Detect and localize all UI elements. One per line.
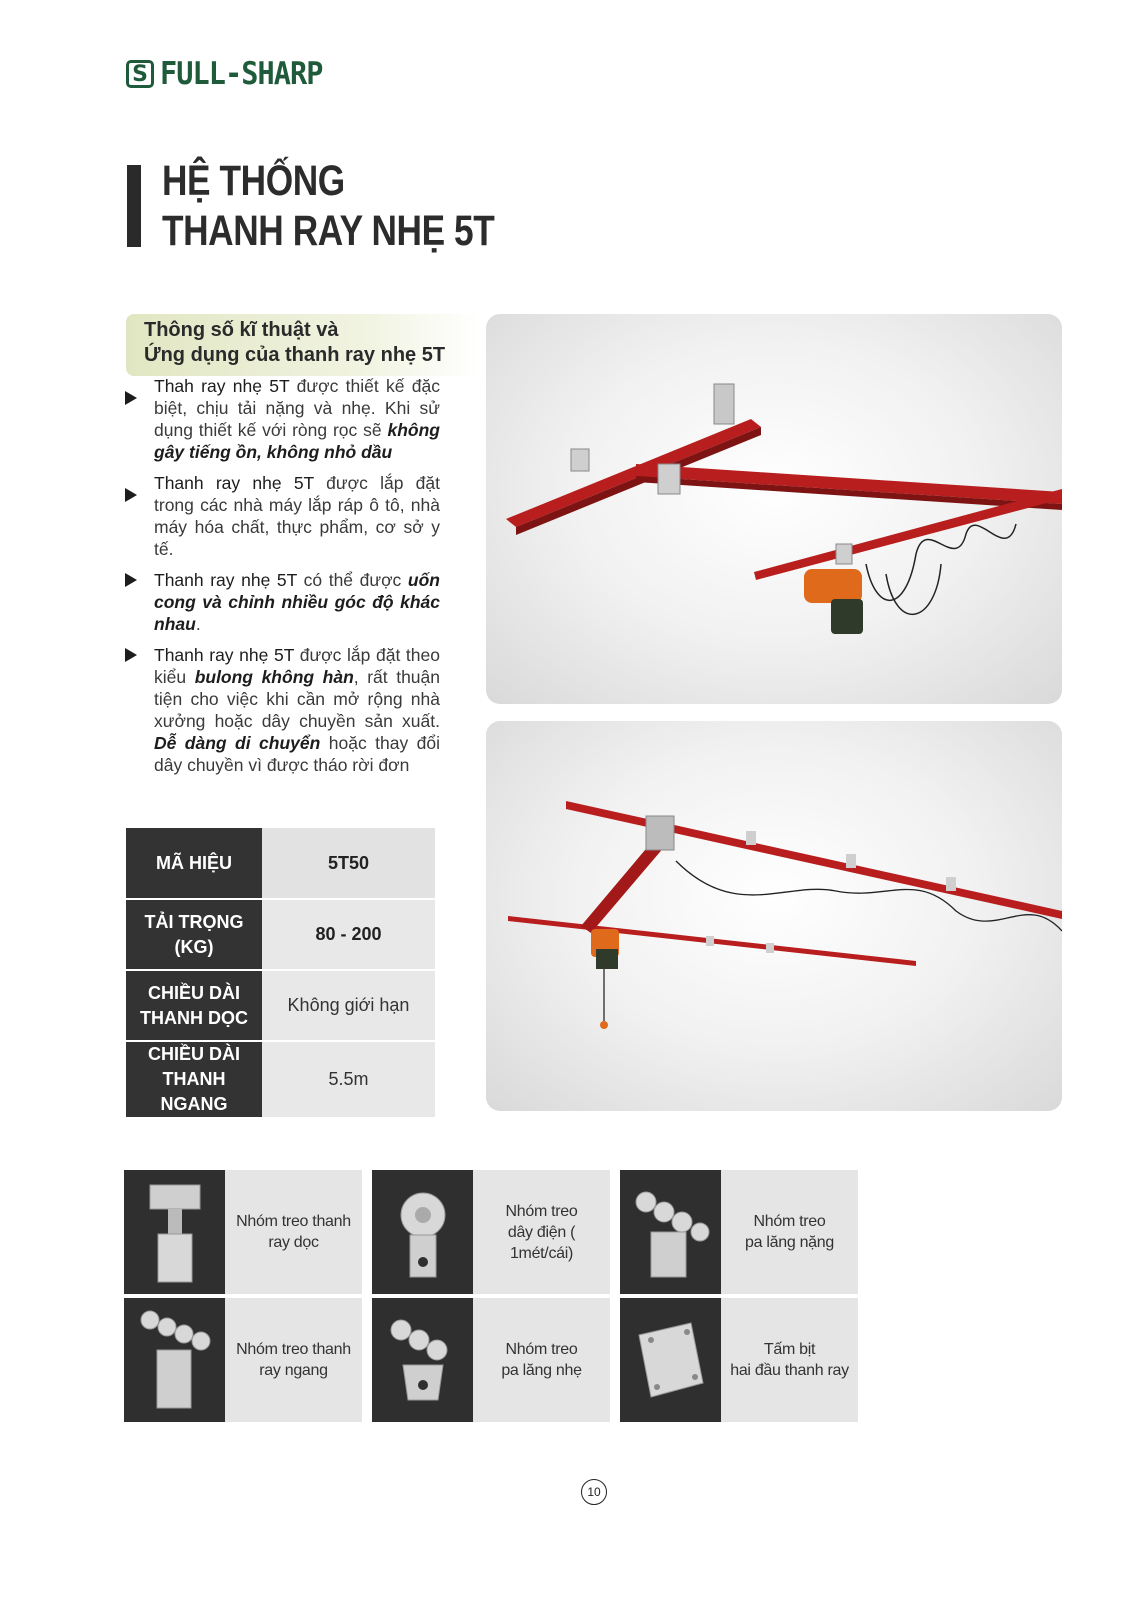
heavy-hoist-trolley-icon xyxy=(620,1170,721,1294)
spec-value: 5T50 xyxy=(262,828,435,899)
bullet-tail: . xyxy=(195,614,201,634)
title-line-1: HỆ THỐNG xyxy=(162,157,345,205)
part-label-line: ray ngang xyxy=(259,1362,328,1379)
part-label-line: pa lăng nặng xyxy=(745,1234,834,1251)
cable-trolley-icon xyxy=(372,1170,473,1294)
part-label xyxy=(721,1170,858,1294)
bullet-emphasis: không gây tiếng ồn, không nhỏ dầu xyxy=(154,420,440,462)
bullet-lead: Thah ray nhẹ 5T xyxy=(154,376,290,396)
rail-system-illustration xyxy=(486,314,1062,704)
brand-logo xyxy=(126,57,337,91)
subheading-line-1: Thông số kĩ thuật và xyxy=(144,319,339,341)
bullet-arrow-icon xyxy=(125,573,137,587)
bullet-tail-2: hoặc thay đổi dây chuyền vì được tháo rời đơn xyxy=(154,733,440,775)
part-card xyxy=(372,1298,610,1422)
subheading-line-2: Ứng dụng của thanh ray nhẹ 5T xyxy=(144,344,446,366)
part-card xyxy=(372,1170,610,1294)
page-number: 10 xyxy=(581,1479,607,1505)
spec-table xyxy=(126,828,435,1119)
part-label xyxy=(473,1170,610,1294)
part-label-line: Tấm bịt xyxy=(763,1341,816,1358)
bullet-text: được thiết kế đặc biệt, chịu tải nặng và nhẹ. Khi sử dụng thiết kế với ròng rọc sẽ xyxy=(154,376,440,440)
list-item xyxy=(122,569,440,635)
part-label xyxy=(473,1298,610,1422)
rail-hanger-icon xyxy=(124,1170,225,1294)
feature-list xyxy=(122,375,440,821)
part-label-line: Nhóm treo thanh xyxy=(236,1341,351,1358)
part-label xyxy=(721,1298,858,1422)
page-title xyxy=(162,156,494,256)
logo-icon: S xyxy=(126,60,154,88)
part-label-line: Nhóm treo xyxy=(505,1202,578,1220)
bullet-lead: Thanh ray nhẹ 5T xyxy=(154,473,314,493)
product-photo-hoist-rail xyxy=(486,721,1062,1111)
bullet-arrow-icon xyxy=(125,648,137,662)
table-row xyxy=(126,1041,435,1118)
part-label xyxy=(225,1170,362,1294)
table-row xyxy=(126,899,435,970)
product-photo-rail-system xyxy=(486,314,1062,704)
spec-value: 5.5m xyxy=(262,1041,435,1118)
part-label-line: hai đầu thanh ray xyxy=(730,1362,849,1379)
title-accent-bar xyxy=(127,165,141,247)
bullet-arrow-icon xyxy=(125,391,137,405)
part-label-line: Nhóm treo xyxy=(753,1213,826,1230)
bullet-lead: Thanh ray nhẹ 5T xyxy=(154,645,295,665)
end-plate-icon xyxy=(620,1298,721,1422)
bullet-tail: , rất thuận tiện cho việc khi cần mở rộng nhà xưởng hoặc dây chuyền sản xuất. xyxy=(154,667,440,731)
part-label-line: Nhóm treo thanh xyxy=(236,1213,351,1230)
title-line-2: THANH RAY NHẸ 5T xyxy=(162,207,495,255)
accessory-parts-grid xyxy=(124,1170,860,1422)
spec-value: Không giới hạn xyxy=(262,970,435,1041)
part-card xyxy=(124,1170,362,1294)
spec-label: CHIỀU DÀI THANH NGANG xyxy=(126,1041,262,1118)
bullet-text: được lắp đặt trong các nhà máy lắp ráp ô tô, nhà máy hóa chất, thực phẩm, cơ sở y tế. xyxy=(154,473,440,559)
part-label-line: pa lăng nhẹ xyxy=(501,1362,582,1379)
list-item xyxy=(122,472,440,560)
part-label-line: ray dọc xyxy=(268,1234,319,1251)
list-item xyxy=(122,375,440,463)
spec-value: 80 - 200 xyxy=(262,899,435,970)
bullet-text: được lắp đặt theo kiểu xyxy=(154,645,440,687)
cross-rail-trolley-icon xyxy=(124,1298,225,1422)
spec-label: MÃ HIỆU xyxy=(126,828,262,899)
spec-label: CHIỀU DÀI THANH DỌC xyxy=(126,970,262,1041)
part-card xyxy=(620,1298,858,1422)
bullet-emphasis-2: Dễ dàng di chuyển xyxy=(154,733,321,753)
table-row xyxy=(126,970,435,1041)
bullet-emphasis: bulong không hàn xyxy=(194,667,354,687)
bullet-emphasis: uốn cong và chỉnh nhiều góc độ khác nhau xyxy=(154,570,440,634)
spec-label: TẢI TRỌNG (KG) xyxy=(126,899,262,970)
section-subheading xyxy=(126,314,480,376)
hoist-rail-illustration xyxy=(486,721,1062,1111)
bullet-arrow-icon xyxy=(125,488,137,502)
table-row xyxy=(126,828,435,899)
light-hoist-trolley-icon xyxy=(372,1298,473,1422)
list-item xyxy=(122,644,440,776)
part-label xyxy=(225,1298,362,1422)
part-label-line: Nhóm treo xyxy=(505,1341,578,1358)
brand-name: FULL-SHARP xyxy=(160,56,323,92)
part-card xyxy=(124,1298,362,1422)
part-label-line: dây điện ( 1mét/cái) xyxy=(507,1223,576,1262)
bullet-lead: Thanh ray nhẹ 5T xyxy=(154,570,298,590)
bullet-text: có thể được xyxy=(297,570,408,590)
part-card xyxy=(620,1170,858,1294)
